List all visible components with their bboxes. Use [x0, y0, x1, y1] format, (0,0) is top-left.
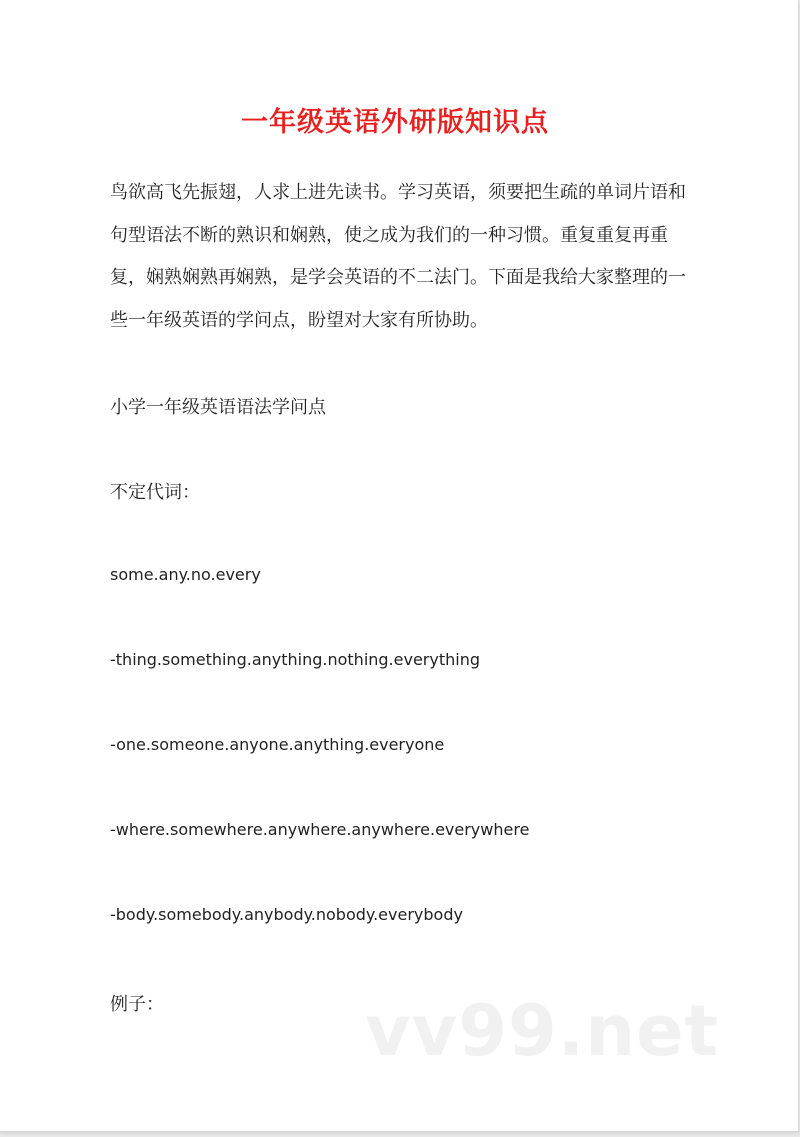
document-title: 一年级英语外研版知识点 [241, 107, 549, 138]
section-heading: 小学一年级英语语法学问点 [110, 397, 326, 418]
watermark: vv99.net [365, 990, 720, 1072]
example-label: 例子： [110, 994, 164, 1015]
pronoun-line: some.any.no.every [110, 565, 261, 584]
pronoun-line: -where.somewhere.anywhere.anywhere.everywhere [110, 820, 530, 839]
pronoun-line: -body.somebody.anybody.nobody.everybody [110, 905, 463, 924]
intro-paragraph: 鸟欲高飞先振翅，人求上进先读书。学习英语，须要把生疏的单词片语和句型语法不断的熟识和娴熟，使之成为我们的一种习惯。重复重复再重复，娴熟娴熟再娴熟，是学会英语的不二法门。下面是我给大家整理的一些一年级英语的学问点，盼望对大家有所协助。 [110, 182, 686, 331]
pronoun-line: -thing.something.anything.nothing.everything [110, 650, 480, 669]
pronoun-line: -one.someone.anyone.anything.everyone [110, 735, 445, 754]
subheading-indefinite-pronouns: 不定代词： [110, 482, 200, 503]
